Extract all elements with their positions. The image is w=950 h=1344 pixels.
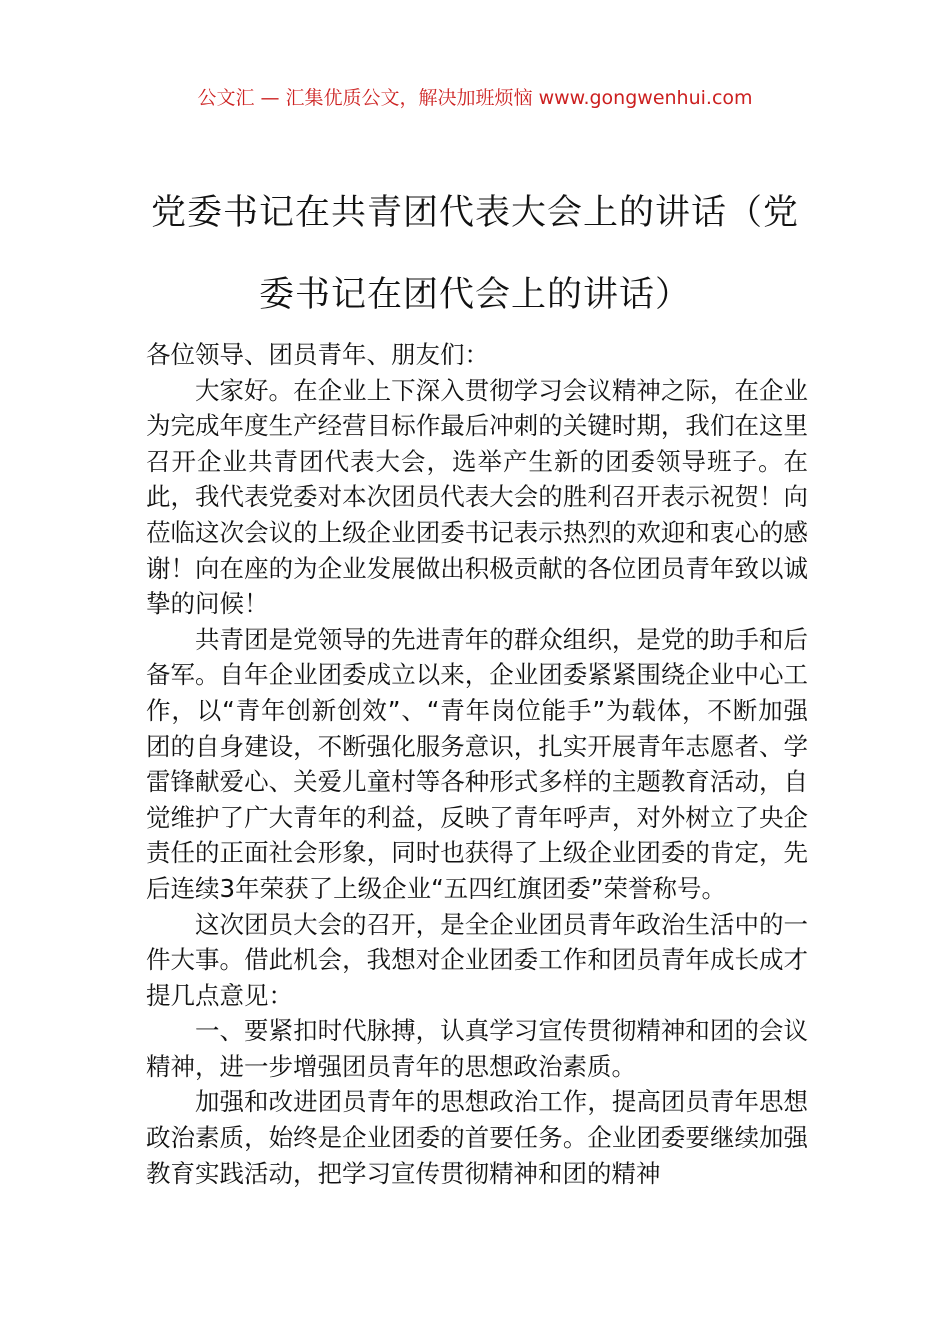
document-title: 党委书记在共青团代表大会上的讲话（党委书记在团代会上的讲话） (150, 193, 799, 315)
paragraph-2: 共青团是党领导的先进青年的群众组织，是党的助手和后备军。自年企业团委成立以来，企业团委紧紧围绕企业中心工作，以“青年创新创效”、“青年岗位能手”为载体，不断加强团的自身建设，不断强化服务意识，扎实开展青年志愿者、学雷锋献爱心、关爱儿童村等各种形式多样的主题教育活动，自觉维护了广大青年的利益，反映了青年呼声，对外树立了央企责任的正面社会形象，同时也获得了上级企业团委的肯定，先后连续3年荣获了上级企业“五四红旗团委”荣誉称号。 (146, 624, 808, 903)
header-watermark: 公文汇 — 汇集优质公文，解决加班烦恼 www.gongwenhui.com (197, 87, 753, 109)
paragraph-3: 这次团员大会的召开，是全企业团员青年政治生活中的一件大事。借此机会，我想对企业团委工作和团员青年成长成才提几点意见： (146, 909, 808, 1010)
salutation: 各位领导、团员青年、朋友们： (146, 340, 489, 369)
paragraph-1: 大家好。在企业上下深入贯彻学习会议精神之际，在企业为完成年度生产经营目标作最后冲刺的关键时期，我们在这里召开企业共青团代表大会，选举产生新的团委领导班子。在此，我代表党委对本次团员代表大会的胜利召开表示祝贺！向莅临这次会议的上级企业团委书记表示热烈的欢迎和衷心的感谢！向在座的为企业发展做出积极贡献的各位团员青年致以诚挚的问候！ (146, 375, 808, 619)
section-heading-1: 一、要紧扣时代脉搏，认真学习宣传贯彻精神和团的会议精神，进一步增强团员青年的思想政治素质。 (146, 1016, 808, 1081)
document-body (146, 337, 808, 1191)
paragraph-4: 加强和改进团员青年的思想政治工作，提高团员青年思想政治素质，始终是企业团委的首要任务。企业团委要继续加强教育实践活动，把学习宣传贯彻精神和团的精神 (146, 1087, 808, 1188)
